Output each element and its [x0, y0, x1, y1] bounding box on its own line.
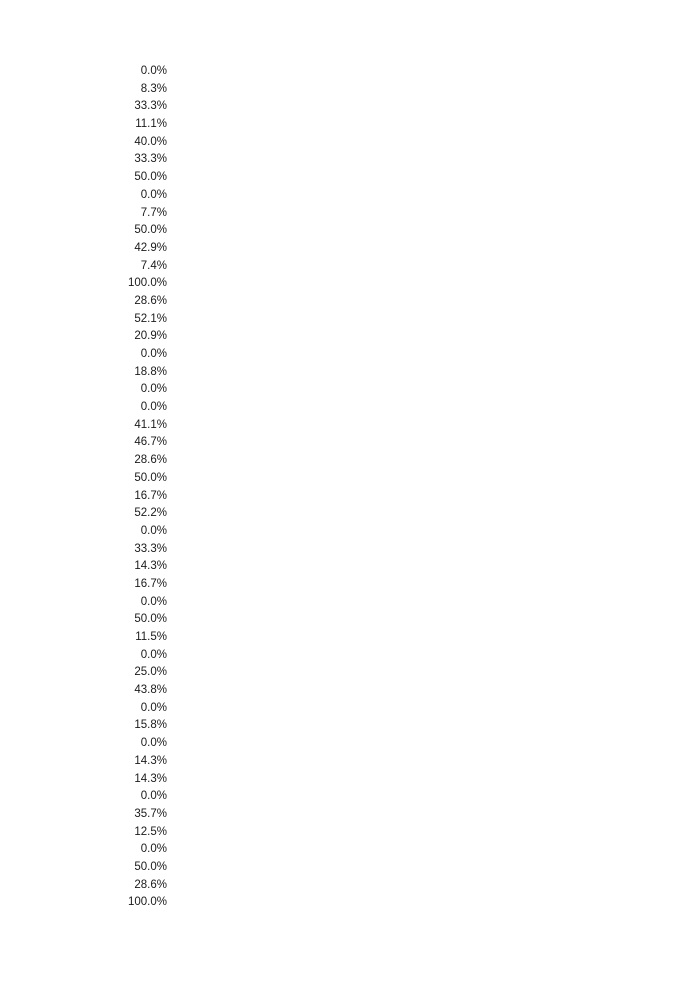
percentage-cell: 16.7%	[134, 489, 167, 502]
percentage-cell: 28.6%	[134, 878, 167, 891]
percentage-cell: 52.1%	[134, 312, 167, 325]
percentage-cell: 0.0%	[140, 401, 167, 414]
percentage-cell: 18.8%	[134, 365, 167, 378]
percentage-cell: 14.3%	[134, 754, 167, 767]
percentage-cell: 25.0%	[134, 666, 167, 679]
percentage-cell: 0.0%	[140, 65, 167, 77]
percentage-cell: 0.0%	[140, 737, 167, 750]
percentage-cell: 100.0%	[127, 277, 167, 290]
percentage-cell: 28.6%	[134, 294, 167, 307]
percentage-cell: 15.8%	[134, 719, 167, 732]
percentage-cell: 14.3%	[134, 560, 167, 573]
percentage-cell: 35.7%	[134, 807, 167, 820]
percentage-cell: 46.7%	[134, 436, 167, 449]
percentage-cell: 41.1%	[134, 418, 167, 431]
percentage-cell: 0.0%	[140, 188, 167, 201]
percentage-cell: 33.3%	[134, 542, 167, 555]
percentage-cell: 40.0%	[134, 135, 167, 148]
percentage-cell: 0.0%	[140, 701, 167, 714]
percentage-cell: 14.3%	[134, 772, 167, 785]
percentage-cell: 7.7%	[140, 206, 167, 219]
percentage-cell: 0.0%	[140, 524, 167, 537]
percentage-cell: 8.3%	[140, 82, 167, 95]
percentage-cell: 0.0%	[140, 595, 167, 608]
percentage-cell: 28.6%	[134, 454, 167, 467]
percentage-cell: 50.0%	[134, 171, 167, 184]
percentage-cell: 50.0%	[134, 860, 167, 873]
percentage-cell: 42.9%	[134, 241, 167, 254]
percentage-column	[90, 63, 167, 912]
percentage-cell: 12.5%	[134, 825, 167, 838]
percentage-cell: 43.8%	[134, 684, 167, 697]
percentage-cell: 50.0%	[134, 471, 167, 484]
percentage-cell: 33.3%	[134, 100, 167, 113]
percentage-cell: 100.0%	[127, 896, 167, 909]
percentage-cell: 50.0%	[134, 224, 167, 237]
percentage-cell: 11.1%	[135, 118, 167, 131]
percentage-cell: 20.9%	[134, 330, 167, 343]
percentage-cell: 0.0%	[140, 648, 167, 661]
percentage-cell: 11.5%	[135, 631, 167, 643]
percentage-cell: 7.4%	[140, 259, 167, 272]
percentage-cell: 0.0%	[140, 383, 167, 396]
percentage-cell: 0.0%	[140, 790, 167, 803]
percentage-cell: 0.0%	[140, 843, 167, 856]
percentage-cell: 52.2%	[134, 507, 167, 520]
percentage-cell: 0.0%	[140, 348, 167, 360]
percentage-cell: 16.7%	[134, 577, 167, 590]
percentage-cell: 50.0%	[134, 613, 167, 626]
percentage-cell: 33.3%	[134, 153, 167, 166]
